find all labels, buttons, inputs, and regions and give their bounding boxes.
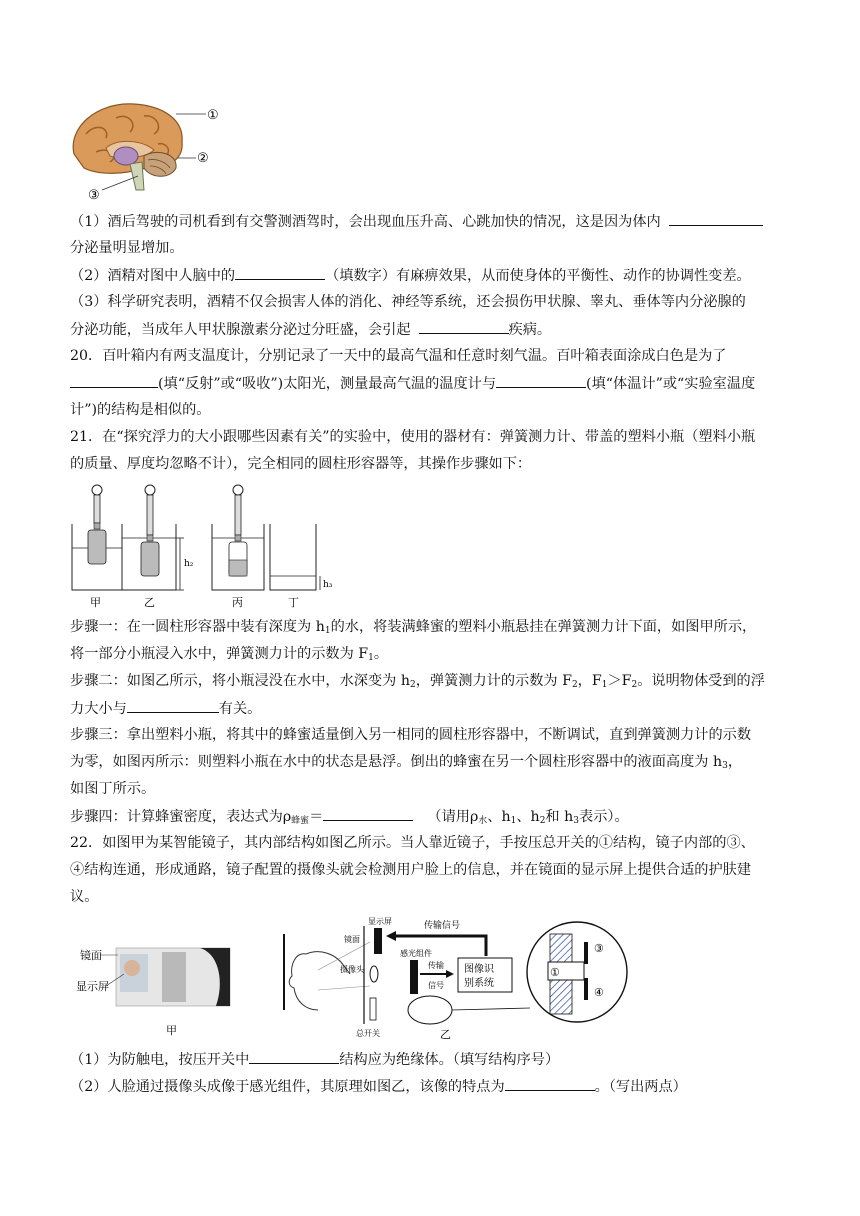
answer-blank[interactable] <box>235 265 325 280</box>
answer-blank[interactable] <box>323 806 413 821</box>
container-ding <box>270 524 333 590</box>
brain-label-1: ① <box>207 108 219 123</box>
circle-label-1: ① <box>550 966 560 979</box>
recog-label-2: 别系统 <box>464 978 494 989</box>
label-yi: 乙 <box>144 596 155 609</box>
answer-blank[interactable] <box>249 1049 339 1064</box>
mirror-small-label: 镜面 <box>344 935 360 944</box>
q21-step2-cont: 力大小与 有关。 <box>70 698 261 719</box>
sensor-bar <box>410 960 418 994</box>
q21-step1-cont: 将一部分小瓶浸入水中，弹簧测力计的示数为 $F_1$。 <box>70 646 389 663</box>
transmit-mid-1: 传输 <box>428 961 444 970</box>
q19-part2: （2）酒精对图中人脑中的 （填数字）有麻痹效果，从而使身体的平衡性、动作的协调性变差。 <box>70 265 751 286</box>
q21-line2: 的质量、厚度均忽略不计），完全相同的圆柱形容器等，其操作步骤如下： <box>70 456 532 472</box>
brain-figure <box>66 98 226 204</box>
q19-part3: （3）科学研究表明，酒精不仅会损害人体的消化、神经等系统，还会损伤甲状腺、睾丸、垂体等内分泌腺的 <box>70 294 746 310</box>
q22-line3: 议。 <box>70 889 99 905</box>
q21-step3: 步骤三：拿出塑料小瓶，将其中的蜂蜜适量倒入另一相同的圆柱形容器中，不断调试，直到弹簧测力计的示数 <box>70 727 752 743</box>
q19-part1: （1）酒后驾驶的司机看到有交警测酒驾时，会出现血压升高、心跳加快的情况，这是因为体内 <box>70 211 763 232</box>
recog-label-1: 图像识 <box>464 964 494 975</box>
fig-label-jia: 甲 <box>166 1024 177 1037</box>
label-ding: 丁 <box>288 596 299 609</box>
buoyancy-experiment-figure <box>66 482 356 612</box>
smart-mirror-figure <box>74 914 634 1042</box>
q21-line1: 21．在“探究浮力的大小跟哪些因素有关”的实验中，使用的器材有：弹簧测力计、带盖的塑料小瓶（塑料小瓶 <box>70 429 756 445</box>
display-screen-bar <box>374 928 382 954</box>
q21-step2: 步骤二：如图乙所示，将小瓶浸没在水中，水深变为 $h_2$，弹簧测力计的示数为 $F_2$，$F_1>F_2$。说明物体受到的浮 <box>70 673 765 690</box>
q19-part3-cont: 分泌功能，当成年人甲状腺激素分泌过分旺盛，会引起 疾病。 <box>70 319 551 340</box>
brain-label-2: ② <box>197 151 209 166</box>
fig-label-yi: 乙 <box>440 1028 451 1041</box>
answer-blank[interactable] <box>505 1076 595 1091</box>
answer-blank[interactable] <box>496 373 586 388</box>
container-bing <box>212 485 264 590</box>
q21-step3-cont: 为零，如图丙所示：则塑料小瓶在水中的状态是悬浮。倒出的蜂蜜在另一个圆柱形容器中的液面高度为 $h_3$， <box>70 754 743 771</box>
sensor-label: 感光组件 <box>400 949 432 958</box>
switch-label: 总开关 <box>356 1029 380 1038</box>
q20-line1: 20．百叶箱内有两支温度计，分别记录了一天中的最高气温和任意时刻气温。百叶箱表面涂成白色是为了 <box>70 348 727 364</box>
container-yi <box>122 485 194 590</box>
q22-line1: 22．如图甲为某智能镜子，其内部结构如图乙所示。当人靠近镜子，手按压总开关的①结构，镜子内部的③、 <box>70 835 755 851</box>
camera-label: 摄像头 <box>340 965 364 974</box>
container-jia <box>72 485 122 590</box>
q19-part1-cont: 分泌量明显增加。 <box>70 240 184 256</box>
q20-line3: 计”)的结构是相似的。 <box>70 402 211 418</box>
q21-step1: 步骤一：在一圆柱形容器中装有深度为 $h_1$的水，将装满蜂蜜的塑料小瓶悬挂在弹簧测力计下面，如图甲所示， <box>70 619 757 636</box>
transmit-mid-2: 信号 <box>428 981 444 990</box>
q21-step4: 步骤四：计算蜂蜜密度，表达式为$\rho_{蜂蜜}=$ （请用$\rho_水$、$h_1$、$h_2$和 $h_3$表示）。 <box>70 806 629 831</box>
h3-label: h₃ <box>323 580 333 590</box>
answer-blank[interactable] <box>70 373 158 388</box>
q22-line2: ④结构连通，形成通路，镜子配置的摄像头就会检测用户脸上的信息，并在镜面的显示屏上提供合适的护肤建 <box>70 862 752 878</box>
circle-label-3: ③ <box>594 942 604 955</box>
brain-label-3: ③ <box>88 188 100 203</box>
display-label: 显示屏 <box>76 980 109 993</box>
q20-line2: (填“反射”或“吸收”)太阳光，测量最高气温的温度计与 (填“体温计”或“实验室温度 <box>70 373 755 394</box>
h2-label: h₂ <box>184 559 194 569</box>
q21-step3-end: 如图丁所示。 <box>70 781 156 797</box>
q22-part2: （2）人脸通过摄像头成像于感光组件，其原理如图乙，该像的特点为 。（写出两点） <box>70 1076 687 1097</box>
answer-blank[interactable] <box>127 698 219 713</box>
q22-part1: （1）为防触电，按压开关中 结构应为绝缘体。（填写结构序号） <box>70 1049 559 1070</box>
mirror-label: 镜面 <box>80 949 102 962</box>
label-bing: 丙 <box>232 596 243 609</box>
display-top-label: 显示屏 <box>368 917 392 926</box>
label-jia: 甲 <box>90 596 101 609</box>
switch-highlight <box>408 996 452 1024</box>
answer-blank[interactable] <box>419 319 509 334</box>
transmit-top-label: 传输信号 <box>424 921 461 931</box>
circle-label-4: ④ <box>594 986 604 999</box>
answer-blank[interactable] <box>669 211 763 226</box>
